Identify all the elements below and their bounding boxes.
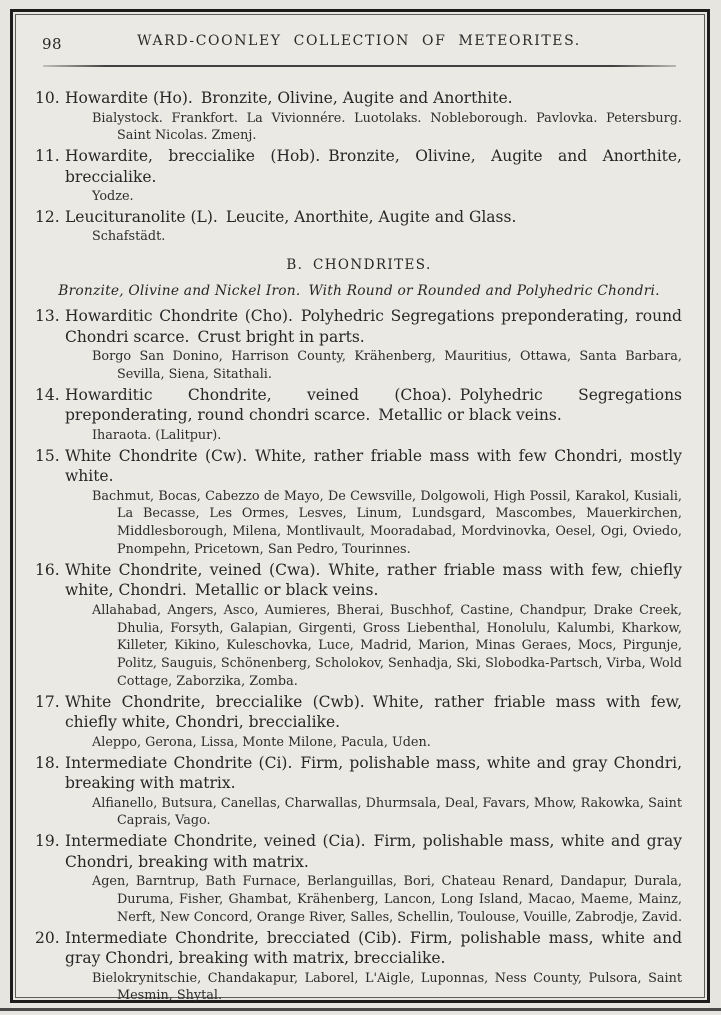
scan-edge-artifact [0,1008,721,1011]
running-title: WARD-COONLEY COLLECTION OF METEORITES. [137,33,581,49]
entry-title: Howardite, breccialike (Hob). [65,147,321,166]
entry-number: 12. [35,207,60,226]
meteorite-entry [35,385,682,445]
entry-description: White, rather friable mass with few Chondri, mostly white. [65,446,682,486]
entry-localities: Iharaota. (Lalitpur). [92,427,222,443]
meteorite-entry [35,446,682,559]
entry-heading [35,692,682,733]
entry-title: Intermediate Chondrite (Ci). [65,753,293,772]
entry-localities: Borgo San Donino, Harrison County, Krähenberg, Mauritius, Ottawa, Santa Barbara, Sevilla, Siena, Sitathali. [92,349,682,382]
chondrites-section-heading [35,257,683,299]
entry-description: Leucite, Anorthite, Augite and Glass. [225,207,517,226]
entry-number: 15. [35,446,60,465]
entry-description: White, rather friable mass with few, chiefly white, Chondri. Metallic or black veins. [65,560,682,600]
entry-localities: Agen, Barntrup, Bath Furnace, Berlanguillas, Bori, Chateau Renard, Dandapur, Durala, Duruma, Fisher, Ghambat, Krähenberg, Lancon, Long Island, Macao, Maeme, Mainz, Nerft, New Concord, Orange River, Salles, Schellin, Toulouse, Vouille, Zabrodje, Zavid. [92,874,683,925]
entry-heading [35,207,682,228]
section-subtitle [35,283,683,299]
meteorite-entry [35,88,682,145]
entry-description: Bronzite, Olivine, Augite and Anorthite, breccialike. [65,147,682,186]
meteorite-entry [35,692,682,752]
section-title: B. CHONDRITES. [286,257,432,274]
section-subtitle-part-2: With Round or Rounded and Polyhedric Chondri. [308,283,660,300]
page-frame-inner [15,14,705,1004]
entries-section-achondrites [35,88,683,246]
entry-title: Intermediate Chondrite, veined (Cia). [65,832,366,851]
entry-description: Polyhedric Segregations preponderating, round chondri scarce. Metallic or black veins. [65,385,683,425]
page-number: 98 [42,35,63,53]
entries-section-chondrites [35,306,683,1005]
entry-heading [35,88,682,109]
entry-number: 11. [35,147,60,166]
entry-localities: Bielokrynitschie, Chandakapur, Laborel, L'Aigle, Luponnas, Ness County, Pulsora, Saint Mesmin, Shytal. [92,970,682,1004]
entry-number: 13. [35,307,60,326]
entry-localities: Alfianello, Butsura, Canellas, Charwallas, Dhurmsala, Deal, Favars, Mhow, Rakowka, Saint Caprais, Vago. [92,795,682,829]
entry-title: Howardite (Ho). [65,89,193,107]
entry-description: Firm, polishable mass, white and gray Chondri, breaking with matrix, breccialike. [65,928,682,968]
meteorite-entry [35,306,682,384]
meteorite-entry [35,831,682,926]
entry-number: 17. [35,692,60,711]
page-frame-outer [10,9,710,1003]
entry-localities: Aleppo, Gerona, Lissa, Monte Milone, Pacula, Uden. [92,734,431,750]
entry-heading [35,831,682,872]
entry-heading [35,306,682,347]
meteorite-entry [35,207,682,246]
meteorite-entry [35,928,682,1006]
entry-localities: Bachmut, Bocas, Cabezzo de Mayo, De Cewsville, Dolgowoli, High Possil, Karakol, Kusiali, La Becasse, Les Ormes, Lesves, Linum, Lundsgard, Mascombes, Mauerkirchen, Middlesborough, Milena, Montlivault, Mooradabad, Mordvinovka, Oesel, Ogi, Oviedo, Pnompehn, Pricetown, San Pedro, Tourinnes. [92,488,682,557]
entry-localities: Schafstädt. [92,229,166,245]
entry-number: 20. [35,928,60,947]
entry-heading [35,385,682,426]
header-rule [43,65,676,67]
entry-description: Polyhedric Segregations preponderating, round Chondri scarce. Crust bright in parts. [65,307,682,346]
meteorite-entry [35,560,682,691]
entry-number: 14. [35,385,60,404]
entry-title: Howarditic Chondrite (Cho). [65,307,293,326]
entry-title: White Chondrite, breccialike (Cwb). [65,692,365,711]
entry-title: Howarditic Chondrite, veined (Choa). [65,385,452,404]
entry-number: 18. [35,753,60,772]
entry-title: Intermediate Chondrite, brecciated (Cib). [65,928,402,947]
entry-heading [35,928,682,969]
entry-heading [35,753,682,794]
entry-number: 19. [35,832,60,851]
section-subtitle-part-1: Bronzite, Olivine and Nickel Iron. [58,283,301,300]
meteorite-entry [35,146,682,206]
page-header [35,33,683,55]
entry-localities: Yodze. [92,189,134,205]
entry-description: Firm, polishable mass, white and gray Chondri, breaking with matrix. [65,832,682,871]
entry-heading [35,146,682,187]
entry-title: White Chondrite (Cw). [65,446,248,465]
page-body [16,15,704,1004]
entry-title: Leucituranolite (L). [65,207,218,226]
entry-number: 10. [35,89,60,107]
entry-description: Firm, polishable mass, white and gray Chondri, breaking with matrix. [65,753,682,793]
entry-title: White Chondrite, veined (Cwa). [65,560,321,579]
meteorite-entry [35,753,682,831]
entry-heading [35,560,682,601]
entry-number: 16. [35,560,60,579]
entry-description: Bronzite, Olivine, Augite and Anorthite. [200,89,513,107]
entry-description: White, rather friable mass with few, chiefly white, Chondri, breccialike. [65,692,682,732]
entry-localities: Bialystock. Frankfort. La Vivionnére. Luotolaks. Nobleborough. Pavlovka. Petersburg. Saint Nicolas. Zmenj. [92,110,682,144]
entry-localities: Allahabad, Angers, Asco, Aumieres, Bherai, Buschhof, Castine, Chandpur, Drake Creek, Dhulia, Forsyth, Galapian, Girgenti, Gross Liebenthal, Honolulu, Kalumbi, Kharkow, Killeter, Kikino, Kuleschovka, Luce, Madrid, Marion, Minas Geraes, Mocs, Pirgunje, Politz, Sauguis, Schönenberg, Scholokov, Senhadja, Ski, Slobodka-Partsch, Virba, Wold Cottage, Zaborzika, Zomba. [92,602,682,689]
entry-heading [35,446,682,487]
